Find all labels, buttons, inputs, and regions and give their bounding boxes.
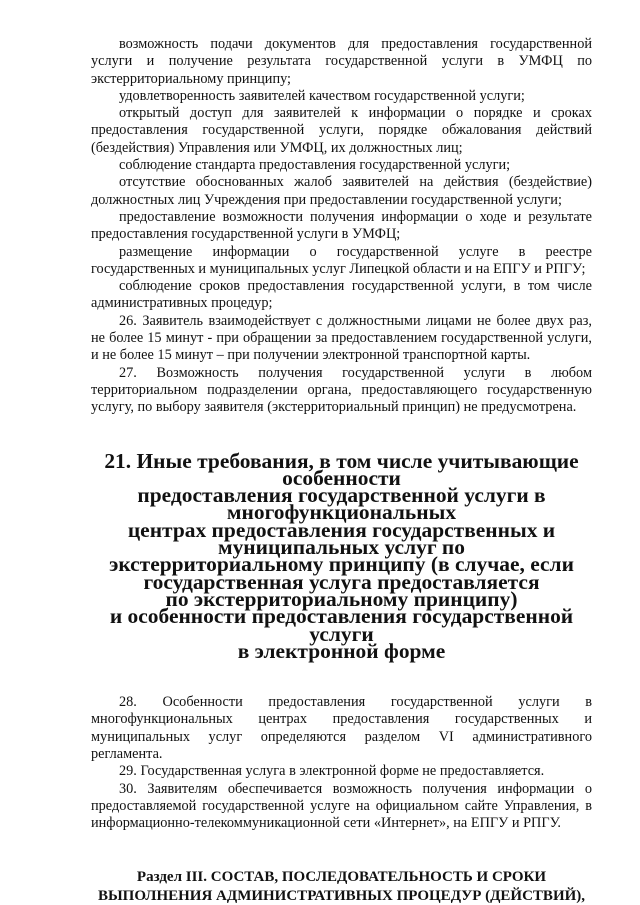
paragraph-28: 28. Особенности предоставления государственной услуги в многофункциональных центрах предоставления государственных и муниципальных услуг определяются разделом VI административного регламента. (91, 694, 592, 762)
criterion-standard-compliance: соблюдение стандарта предоставления государственной услуги; (119, 157, 511, 174)
section-21-heading-line: предоставления государственной услуги в многофункциональных (137, 483, 546, 525)
section-21-heading-line: центрах предоставления государственных и муниципальных услуг по (127, 517, 556, 560)
section-21-heading-line: в электронной форме (237, 638, 446, 663)
section-3-heading (91, 868, 592, 905)
paragraph-27: 27. Возможность получения государственной услуги в любом территориальном подразделении органа, предоставляющего государственную услугу, по выбору заявителя (экстерриториальный принцип) не предусмотрена. (91, 364, 592, 416)
section-21-heading-line: экстерриториальному принципу (в случае, если (109, 552, 574, 577)
section-21-heading-line: по экстерриториальному принципу) (165, 586, 518, 611)
criterion-registry-placement: размещение информации о государственной услуге в реестре государственных и муниципальных услуг Липецкой области и на ЕПГУ и РПГУ; (91, 243, 592, 277)
paragraph-29: 29. Государственная услуга в электронной форме не предоставляется. (119, 763, 545, 780)
criterion-satisfaction: удовлетворенность заявителей качеством государственной услуги; (119, 87, 525, 104)
section-21-heading-line: и особенности предоставления государственной услуги (109, 604, 574, 646)
paragraph-26: 26. Заявитель взаимодействует с должностными лицами не более двух раз, не более 15 минут - при обращении за предоставлением государственной услуги, и не более 15 минут – при получении электронной транспортной карты. (91, 312, 592, 364)
criterion-deadlines: соблюдение сроков предоставления государственной услуги, в том числе административных процедур; (91, 278, 592, 312)
criterion-no-complaints: отсутствие обоснованных жалоб заявителей на действия (бездействие) должностных лиц Учреждения при предоставлении государственной услуги; (91, 174, 592, 208)
section-3-heading-line: Раздел III. СОСТАВ, ПОСЛЕДОВАТЕЛЬНОСТЬ И СРОКИ (136, 869, 547, 886)
criterion-open-access: открытый доступ для заявителей к информации о порядке и сроках предоставления государственной услуги, порядке обжалования действий (бездействия) Управления или УМФЦ, их должностных лиц; (91, 105, 592, 156)
section-3-heading-line: ВЫПОЛНЕНИЯ АДМИНИСТРАТИВНЫХ ПРОЦЕДУР (ДЕЙСТВИЙ), (97, 887, 586, 904)
section-21-heading (91, 448, 592, 663)
paragraph-30: 30. Заявителям обеспечивается возможность получения информации о предоставляемой государственной услуге на официальном сайте Управления, в информационно-телекоммуникационной сети «Интернет», на ЕПГУ и РПГУ. (91, 780, 592, 832)
criterion-progress-info: предоставление возможности получения информации о ходе и результате предоставления государственной услуги в УМФЦ; (91, 208, 592, 243)
section-21-heading-line: государственная услуга предоставляется (143, 569, 540, 594)
section-21-heading-line: 21. Иные требования, в том числе учитывающие особенности (104, 448, 579, 490)
criterion-extraterritorial-docs: возможность подачи документов для предоставления государственной услуги и получение результата государственной услуги в УМФЦ по экстерриториальному принципу; (91, 36, 592, 87)
